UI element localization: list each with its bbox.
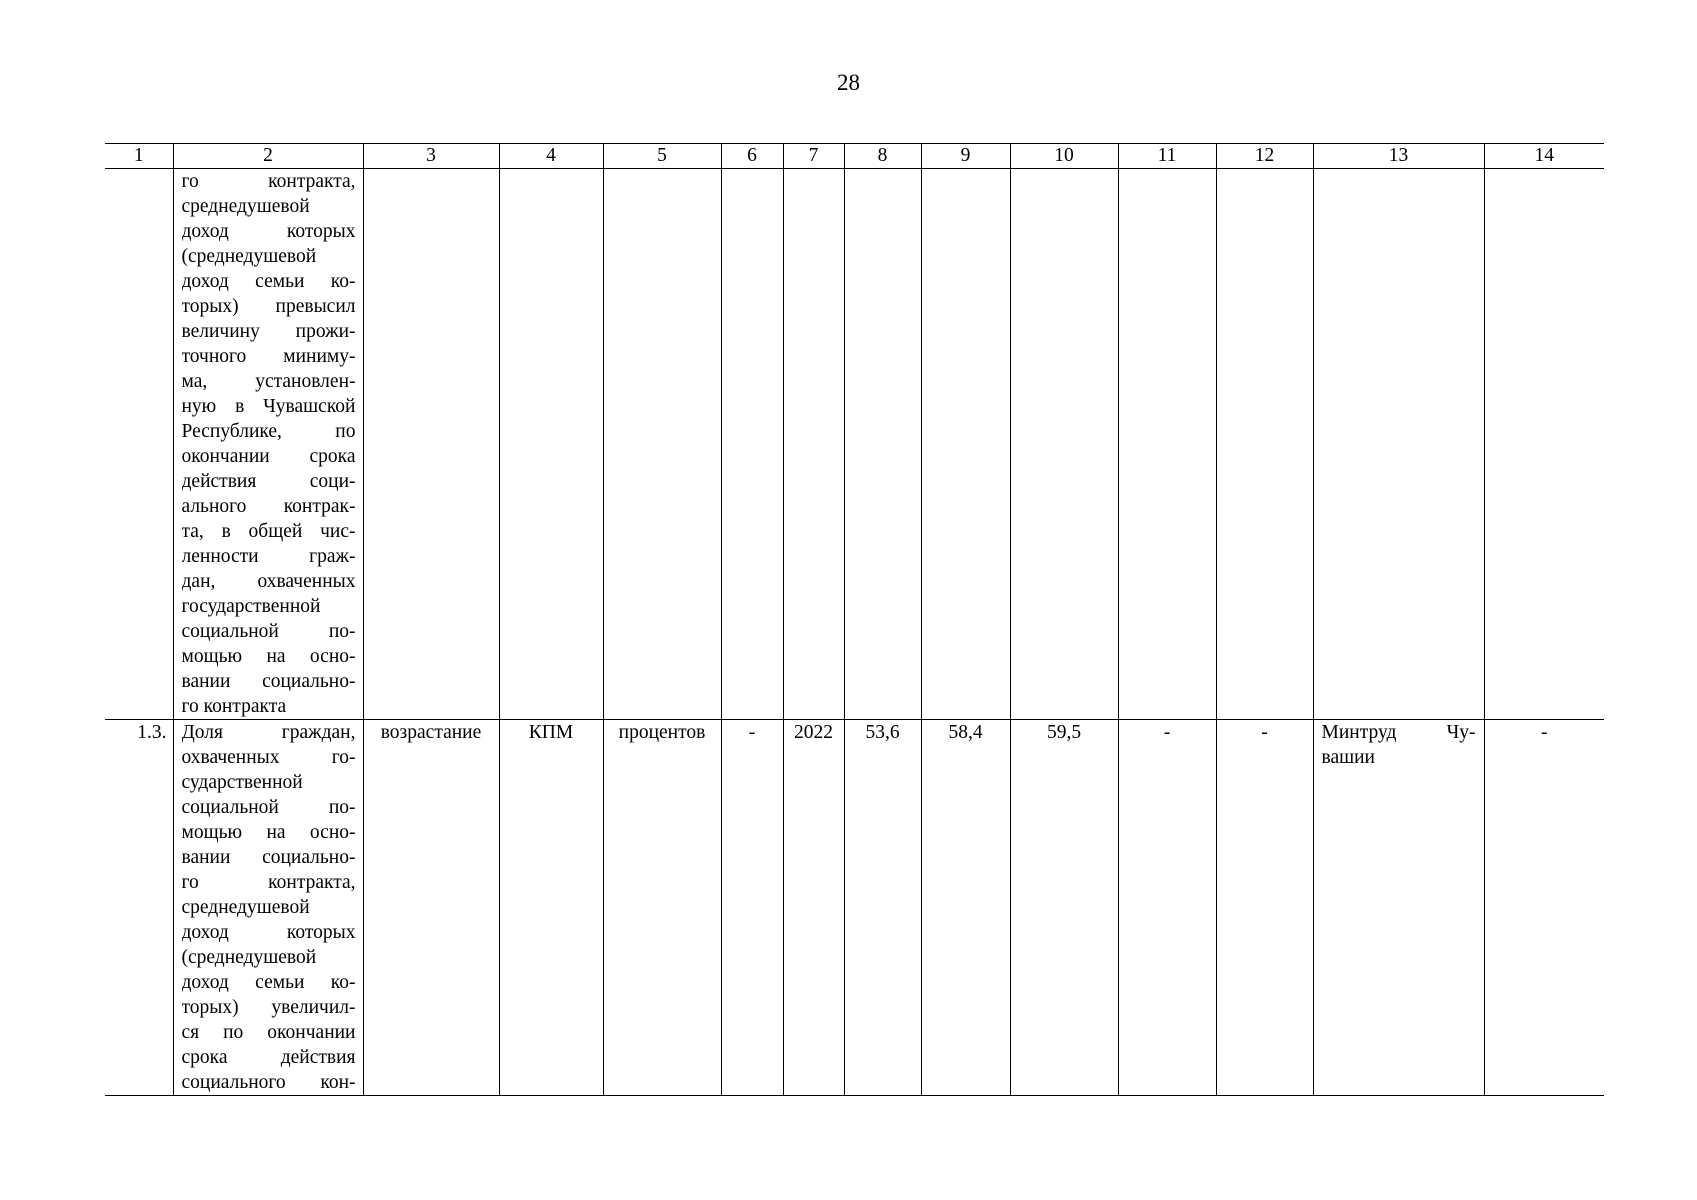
description-line: точного миниму- — [181, 346, 356, 367]
description-line: ся по окончании — [181, 1022, 356, 1043]
description-line: вании социально- — [181, 671, 356, 692]
description-line: мощью на осно- — [181, 822, 356, 843]
description-line: доход которых — [181, 221, 356, 242]
column-header: 4 — [499, 144, 603, 169]
description-line: Республике, по — [181, 421, 356, 442]
value-cell: 59,5 — [1010, 720, 1118, 1096]
row-number-cell — [105, 169, 173, 720]
table-cell — [603, 169, 721, 720]
responsible-line: вашии — [1321, 747, 1375, 768]
page-number: 28 — [837, 70, 860, 95]
description-line: среднедушевой — [181, 196, 310, 217]
description-line: го контракта — [181, 696, 287, 717]
description-line: величину прожи- — [181, 321, 356, 342]
column-header: 3 — [363, 144, 499, 169]
table-cell — [499, 169, 603, 720]
table-cell — [1313, 169, 1484, 720]
description-line: дан, охваченных — [181, 571, 356, 592]
trend-cell: возрастание — [363, 720, 499, 1096]
description-line: охваченных го- — [181, 747, 356, 768]
description-line: сударственной — [181, 772, 303, 793]
table-cell: - — [721, 720, 783, 1096]
table-cell — [721, 169, 783, 720]
column-number-header-row — [105, 144, 1604, 169]
description-line: доход семьи ко- — [181, 271, 356, 292]
table-cell: - — [1216, 720, 1313, 1096]
responsible-line: Минтруд Чу- — [1321, 722, 1476, 743]
description-line: ального контрак- — [181, 496, 356, 517]
table-cell: - — [1118, 720, 1216, 1096]
description-line: торых) превысил — [181, 296, 356, 317]
description-line: Доля граждан, — [181, 722, 356, 743]
column-header: 12 — [1216, 144, 1313, 169]
description-line: (среднедушевой — [181, 947, 317, 968]
description-line: го контракта, — [181, 171, 356, 192]
table-row-continuation — [105, 169, 1604, 720]
description-line: социальной по- — [181, 797, 356, 818]
column-header: 7 — [783, 144, 844, 169]
description-line: социальной по- — [181, 621, 356, 642]
table-row-1-3 — [105, 720, 1604, 1096]
description-line: срока действия — [181, 1047, 356, 1068]
table-cell — [1216, 169, 1313, 720]
column-header: 5 — [603, 144, 721, 169]
description-line: социального кон- — [181, 1072, 356, 1093]
description-line: мощью на осно- — [181, 646, 356, 667]
column-header: 1 — [105, 144, 173, 169]
description-line: среднедушевой — [181, 897, 310, 918]
unit-cell: процентов — [603, 720, 721, 1096]
description-line: действия соци- — [181, 471, 356, 492]
description-line: ма, установлен- — [181, 371, 356, 392]
column-header: 13 — [1313, 144, 1484, 169]
column-header: 11 — [1118, 144, 1216, 169]
table-cell — [363, 169, 499, 720]
table-cell — [1010, 169, 1118, 720]
description-line: вании социально- — [181, 847, 356, 868]
description-line: окончании срока — [181, 446, 356, 467]
column-header: 9 — [921, 144, 1010, 169]
table-cell: - — [1484, 720, 1604, 1096]
column-header: 8 — [844, 144, 921, 169]
description-line: государственной — [181, 596, 321, 617]
description-line: ную в Чувашской — [181, 396, 356, 417]
indicator-table — [105, 143, 1604, 1096]
description-line: ленности граж- — [181, 546, 356, 567]
description-line: (среднедушевой — [181, 246, 317, 267]
indicator-description-cell — [173, 169, 363, 720]
table-cell — [1484, 169, 1604, 720]
column-header: 6 — [721, 144, 783, 169]
year-cell: 2022 — [783, 720, 844, 1096]
value-cell: 58,4 — [921, 720, 1010, 1096]
description-line: доход которых — [181, 922, 356, 943]
table-cell — [783, 169, 844, 720]
table-cell — [844, 169, 921, 720]
column-header: 10 — [1010, 144, 1118, 169]
responsible-executor-cell — [1313, 720, 1484, 1096]
table-cell — [1118, 169, 1216, 720]
row-number-cell: 1.3. — [105, 720, 173, 1096]
column-header: 2 — [173, 144, 363, 169]
description-line: торых) увеличил- — [181, 997, 356, 1018]
description-line: та, в общей чис- — [181, 521, 356, 542]
indicator-description-cell — [173, 720, 363, 1096]
table-cell — [921, 169, 1010, 720]
source-cell: КПМ — [499, 720, 603, 1096]
value-cell: 53,6 — [844, 720, 921, 1096]
description-line: го контракта, — [181, 872, 356, 893]
description-line: доход семьи ко- — [181, 972, 356, 993]
column-header: 14 — [1484, 144, 1604, 169]
